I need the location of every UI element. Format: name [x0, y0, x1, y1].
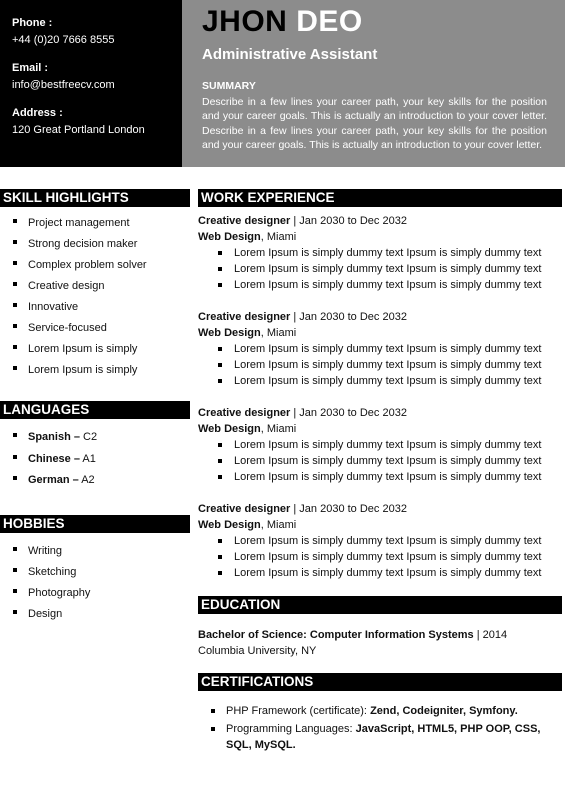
certification-detail: JavaScript, HTML5, PHP OOP, CSS, SQL, MySQL.: [226, 723, 541, 751]
name-panel: [182, 0, 565, 167]
job-company: Web Design: [198, 231, 261, 243]
language-item: [0, 449, 190, 471]
skill-item: Innovative: [0, 297, 190, 318]
hobby-item: Writing: [0, 541, 190, 562]
job-bullet: Lorem Ipsum is simply dummy text Ipsum is simply dummy text: [198, 261, 562, 277]
summary-heading: SUMMARY: [202, 80, 256, 92]
education-degree: Bachelor of Science: Computer Information Systems: [198, 629, 474, 641]
job-bullet: Lorem Ipsum is simply dummy text Ipsum is simply dummy text: [198, 533, 562, 549]
job-bullet: Lorem Ipsum is simply dummy text Ipsum is simply dummy text: [198, 357, 562, 373]
education-degree-line: [198, 627, 562, 643]
email-group: [12, 61, 170, 93]
address-value: 120 Great Portland London: [12, 124, 145, 136]
certifications-list: [198, 703, 562, 753]
job-location: , Miami: [260, 231, 297, 243]
job-location: , Miami: [260, 327, 297, 339]
language-name: Chinese –: [28, 452, 80, 465]
language-name: German –: [28, 474, 79, 486]
last-name: DEO: [296, 5, 363, 38]
contact-panel: [0, 0, 182, 167]
job-bullets: [198, 533, 562, 581]
job-entry: [198, 213, 562, 293]
skill-item: Lorem Ipsum is simply: [0, 339, 190, 360]
job-location: , Miami: [260, 519, 297, 531]
email-value: info@bestfreecv.com: [12, 79, 115, 91]
skills-list: [0, 213, 190, 381]
skill-item: Service-focused: [0, 318, 190, 339]
job-company-line: [198, 229, 562, 245]
job-company-line: [198, 421, 562, 437]
certification-detail: Zend, Codeigniter, Symfony.: [370, 705, 518, 717]
hobby-item: Design: [0, 604, 190, 625]
job-bullet: Lorem Ipsum is simply dummy text Ipsum is simply dummy text: [198, 277, 562, 293]
phone-group: [12, 16, 170, 48]
job-bullet: Lorem Ipsum is simply dummy text Ipsum is simply dummy text: [198, 437, 562, 453]
left-column: [0, 189, 190, 625]
job-bullet: Lorem Ipsum is simply dummy text Ipsum is simply dummy text: [198, 373, 562, 389]
job-location: , Miami: [260, 423, 297, 435]
work-heading: WORK EXPERIENCE: [198, 189, 562, 207]
job-dates: | Jan 2030 to Dec 2032: [290, 503, 407, 515]
job-entry: [198, 309, 562, 389]
job-company: Web Design: [198, 327, 261, 339]
job-role-line: [198, 501, 562, 517]
hobby-item: Photography: [0, 583, 190, 604]
languages-list: [0, 427, 190, 492]
job-bullet: Lorem Ipsum is simply dummy text Ipsum is simply dummy text: [198, 453, 562, 469]
job-dates: | Jan 2030 to Dec 2032: [290, 311, 407, 323]
certifications-heading: CERTIFICATIONS: [198, 673, 562, 691]
job-role-line: [198, 213, 562, 229]
address-group: [12, 106, 170, 138]
languages-heading: LANGUAGES: [0, 401, 190, 419]
job-role: Creative designer: [198, 407, 291, 419]
email-label: Email :: [12, 62, 49, 74]
job-role: Creative designer: [198, 311, 291, 323]
job-entry: [198, 501, 562, 581]
first-name: JHON: [202, 5, 288, 38]
language-level: A2: [78, 474, 95, 486]
language-level: C2: [79, 431, 98, 443]
language-level: A1: [79, 452, 96, 465]
language-item: [0, 427, 190, 449]
phone-value: +44 (0)20 7666 8555: [12, 34, 115, 46]
hobbies-heading: HOBBIES: [0, 515, 190, 533]
job-role-line: [198, 405, 562, 421]
education-year: | 2014: [473, 629, 508, 641]
job-role: Creative designer: [198, 215, 291, 227]
education-school: Columbia University, NY: [198, 645, 317, 657]
address-label: Address :: [12, 107, 63, 119]
language-item: [0, 470, 190, 492]
job-dates: | Jan 2030 to Dec 2032: [290, 215, 407, 227]
job-bullets: [198, 437, 562, 485]
certification-prefix: Programming Languages:: [226, 723, 356, 735]
skill-item: Strong decision maker: [0, 234, 190, 255]
job-title: Administrative Assistant: [202, 46, 378, 63]
hobby-item: Sketching: [0, 562, 190, 583]
job-bullet: Lorem Ipsum is simply dummy text Ipsum is simply dummy text: [198, 565, 562, 581]
job-company-line: [198, 517, 562, 533]
job-entry: [198, 405, 562, 485]
skill-item: Lorem Ipsum is simply: [0, 360, 190, 381]
candidate-name: [202, 4, 547, 40]
hobbies-list: [0, 541, 190, 625]
job-company-line: [198, 325, 562, 341]
skill-item: Creative design: [0, 276, 190, 297]
resume-header: [0, 0, 565, 167]
skill-item: Complex problem solver: [0, 255, 190, 276]
job-role: Creative designer: [198, 503, 291, 515]
skill-item: Project management: [0, 213, 190, 234]
education-entry: [198, 627, 562, 659]
summary-text: Describe in a few lines your career path, your key skills for the position and your career goals. This is actually an introduction to your cover letter. Describe in a few lines your career path, your key skills for the position and your career goals. This is actually an introduction to your cover letter.: [202, 96, 547, 151]
job-company: Web Design: [198, 519, 261, 531]
skills-heading: SKILL HIGHLIGHTS: [0, 189, 190, 207]
certification-prefix: PHP Framework (certificate):: [226, 705, 371, 717]
phone-label: Phone :: [12, 17, 53, 29]
job-bullet: Lorem Ipsum is simply dummy text Ipsum is simply dummy text: [198, 245, 562, 261]
job-bullet: Lorem Ipsum is simply dummy text Ipsum is simply dummy text: [198, 549, 562, 565]
job-role-line: [198, 309, 562, 325]
job-bullet: Lorem Ipsum is simply dummy text Ipsum is simply dummy text: [198, 469, 562, 485]
job-bullets: [198, 245, 562, 293]
job-bullet: Lorem Ipsum is simply dummy text Ipsum is simply dummy text: [198, 341, 562, 357]
right-column: [198, 189, 562, 753]
education-heading: EDUCATION: [198, 596, 562, 614]
job-bullets: [198, 341, 562, 389]
job-company: Web Design: [198, 423, 261, 435]
certification-item: [198, 721, 562, 753]
certification-item: [198, 703, 562, 719]
job-dates: | Jan 2030 to Dec 2032: [290, 407, 407, 419]
language-name: Spanish –: [28, 431, 80, 443]
